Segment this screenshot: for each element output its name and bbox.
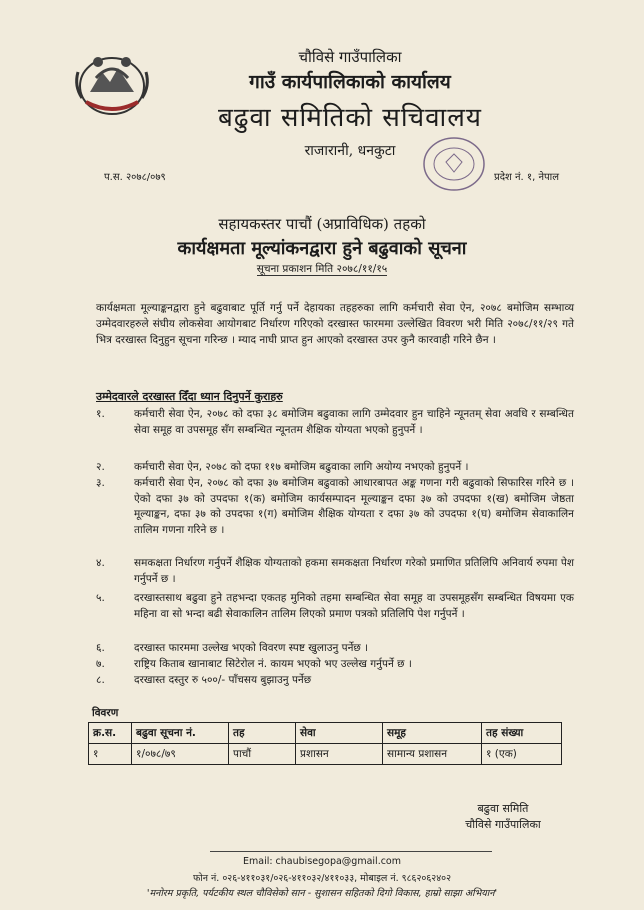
instruction-number: ३. bbox=[96, 477, 105, 489]
secretariat-name: बढुवा समितिको सचिवालय bbox=[217, 103, 483, 133]
office-address: राजारानी, धनकुटा bbox=[304, 143, 396, 159]
instruction-number: २. bbox=[96, 461, 105, 473]
instruction-item bbox=[96, 476, 574, 538]
cell-level: पाचौं bbox=[229, 744, 296, 765]
intro-paragraph: कार्यक्षमता मूल्याङ्कनद्वारा हुने बढुवाबाट पूर्ति गर्नु पर्ने देहायका तहहरुका लागि कर्मचारी सेवा ऐन, २०७८ बमोजिम सम्भाव्य उम्मेदवारहरुले संघीय लोकसेवा आयोगबाट निर्धारण गरिएको दरखास्त फारममा उल्लेखित विवरण भरी मिति २०७८/११/२९ गते भित्र दरखास्त दिनुहुन सूचना गरिन्छ । म्याद नाघी प्राप्त हुन आएको दरखास्त उपर कुनै कारवाही गरिने छैन । bbox=[96, 302, 574, 346]
table-row bbox=[89, 744, 562, 765]
cell-notice-number: १/०७८/७९ bbox=[132, 744, 229, 765]
instruction-text: कर्मचारी सेवा ऐन, २०७८ को दफा ११७ बमोजिम बढुवाका लागि अयोग्य नभएको हुनुपर्ने । bbox=[134, 461, 469, 473]
instruction-text: कर्मचारी सेवा ऐन, २०७८ को दफा ३८ बमोजिम बढुवाका लागि उम्मेदवार हुन चाहिने न्यूनतम् सेवा अवधि र सम्बन्धित सेवा समूह वा उपसमूह सँग सम्बन्धित न्यूनतम शैक्षिक योग्यता भएको हुनुपर्ने । bbox=[134, 408, 574, 436]
instruction-text: दरखास्तसाथ बढुवा हुने तहभन्दा एकतह मुनिको तहमा सम्बन्धित सेवा समूह वा उपसमूहसँग सम्बन्धित विषयमा एक महिना वा सो भन्दा बढी सेवाकालिन तालिम लिएको प्रमाण पत्रको प्रतिलिपि पेश गर्नुपर्ने । bbox=[134, 592, 574, 620]
cell-serial: १ bbox=[89, 744, 132, 765]
signature-municipality: चौविसे गाउँपालिका bbox=[465, 818, 541, 831]
footer-phone: फोन नं. ०२६-४११०३१/०२६-४११०३२/४११०३३, मोबाइल नं. ९८६२०६२४०२ bbox=[192, 873, 452, 884]
instruction-number: ४. bbox=[96, 557, 105, 569]
instruction-item bbox=[96, 673, 574, 689]
instruction-item bbox=[96, 407, 574, 438]
instruction-number: ७. bbox=[96, 658, 105, 670]
instruction-item bbox=[96, 556, 574, 587]
instruction-text: दरखास्त दस्तुर रु ५००/- पाँचसय बुझाउनु पर्नेछ bbox=[134, 674, 312, 686]
instruction-number: ८. bbox=[96, 674, 105, 686]
instruction-item bbox=[96, 641, 574, 657]
instructions-heading: उम्मेदवारले दरखास्त दिँदा ध्यान दिनुपर्ने कुराहरु bbox=[96, 390, 283, 403]
instruction-item bbox=[96, 460, 574, 476]
instruction-number: ५. bbox=[96, 592, 105, 604]
instruction-text: दरखास्त फारममा उल्लेख भएको विवरण स्पष्ट खुलाउनु पर्नेछ । bbox=[134, 642, 369, 654]
reference-number: प.स. २०७८/०७९ bbox=[104, 172, 166, 183]
table-header-row bbox=[89, 723, 562, 744]
footer-divider bbox=[210, 851, 492, 852]
footer-email: Email: chaubisegopa@gmail.com bbox=[242, 856, 402, 867]
province-label: प्रदेश नं. १, नेपाल bbox=[494, 172, 560, 183]
publication-date bbox=[0, 262, 644, 276]
instruction-text: राष्ट्रिय किताब खानाबाट सिटेरोल नं. कायम भएको भए उल्लेख गर्नुपर्ने छ । bbox=[134, 658, 412, 670]
office-seal-stamp bbox=[412, 128, 496, 200]
footer-motto: 'मनोरम प्रकृति, पर्यटकीय स्थल चौविसेको सान - सुशासन सहितको दिगो विकास, हाम्रो साझा अभियान' bbox=[146, 888, 498, 899]
municipality-name: चौविसे गाउँपालिका bbox=[298, 48, 402, 66]
nepal-government-emblem-icon bbox=[68, 42, 156, 124]
notice-subtitle: सहायकस्तर पाचौं (अप्राविधिक) तहको bbox=[218, 215, 426, 233]
col-group: समूह bbox=[383, 723, 482, 744]
col-count: तह संख्या bbox=[482, 723, 562, 744]
instruction-number: १. bbox=[96, 408, 105, 420]
notice-title: कार्यक्षमता मूल्यांकनद्वारा हुने बढुवाको सूचना bbox=[177, 238, 467, 259]
col-level: तह bbox=[229, 723, 296, 744]
publication-date-text: सूचना प्रकाशन मिति २०७८/११/१५ bbox=[256, 263, 388, 275]
instruction-text: समकक्षता निर्धारण गर्नुपर्ने शैक्षिक योग्यताको हकमा समकक्षता निर्धारण गरेको प्रमाणित प्रतिलिपि अनिवार्य रुपमा पेश गर्नुपर्ने छ । bbox=[134, 557, 574, 585]
col-notice-number: बढुवा सूचना नं. bbox=[132, 723, 229, 744]
col-service: सेवा bbox=[296, 723, 383, 744]
table-label: विवरण bbox=[92, 707, 119, 719]
instruction-number: ६. bbox=[96, 642, 105, 654]
vacancy-table bbox=[88, 722, 562, 765]
col-serial: क्र.स. bbox=[89, 723, 132, 744]
instruction-item bbox=[96, 591, 574, 622]
cell-group: सामान्य प्रशासन bbox=[383, 744, 482, 765]
office-name: गाउँ कार्यपालिकाको कार्यालय bbox=[249, 71, 451, 93]
cell-service: प्रशासन bbox=[296, 744, 383, 765]
signature-committee: बढुवा समिति bbox=[477, 802, 529, 815]
instruction-item bbox=[96, 657, 574, 673]
cell-count: १ (एक) bbox=[482, 744, 562, 765]
instruction-text: कर्मचारी सेवा ऐन, २०७८ को दफा ३७ बमोजिम बढुवाको आधारबापत अङ्क गणना गरी बढुवाको सिफारिस गरिने छ । ऐको दफा ३७ को उपदफा १(क) बमोजिम कार्यसम्पादन मूल्याङ्कन दफा ३७ को उपदफा १(ख) बमोजिम जेष्ठता मूल्याङ्कन, दफा ३७ को उपदफा १(ग) बमोजिम शैक्षिक योग्यता र दफा ३७ को उपदफा १(घ) बमोजिम सेवाकालिन तालिम गणना गरिने छ । bbox=[134, 477, 574, 536]
